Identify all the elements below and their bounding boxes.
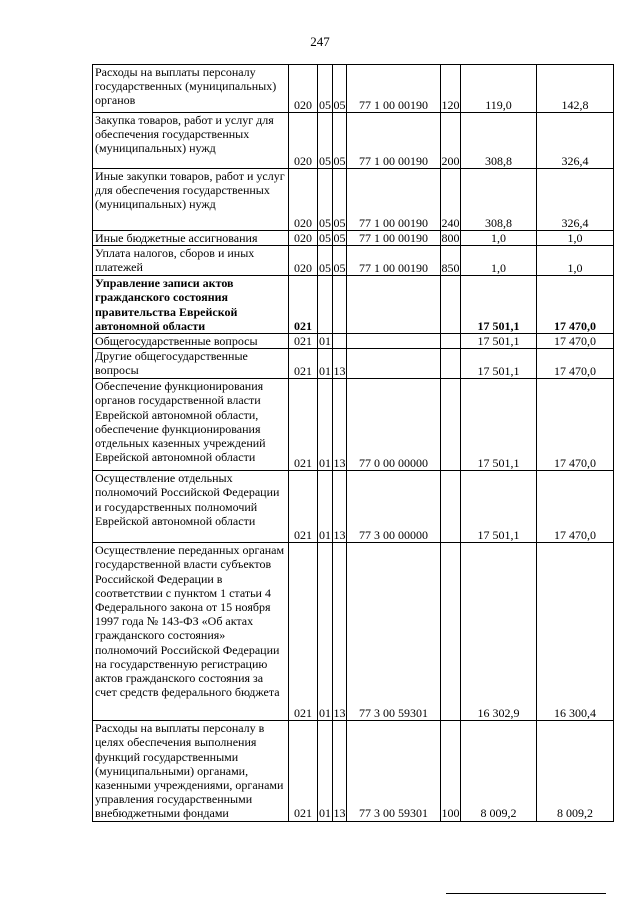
row-section-code: 01 xyxy=(318,349,333,379)
row-target-article: 77 3 00 00000 xyxy=(347,471,441,543)
row-amount-year1: 308,8 xyxy=(461,169,537,231)
table-row xyxy=(93,276,614,334)
row-ved-code: 021 xyxy=(289,334,318,349)
row-target-article xyxy=(347,276,441,334)
row-amount-year1: 308,8 xyxy=(461,113,537,169)
row-name: Обеспечение функционирования органов государственной власти Еврейской автономной области, обеспечение функционирования отдельных казенных учреждений Еврейской автономной области xyxy=(93,379,289,471)
row-amount-year2: 16 300,4 xyxy=(537,543,614,721)
row-amount-year2: 1,0 xyxy=(537,231,614,246)
row-ved-code: 020 xyxy=(289,246,318,276)
row-subsection-code: 05 xyxy=(333,169,347,231)
row-amount-year1: 17 501,1 xyxy=(461,349,537,379)
row-target-article: 77 0 00 00000 xyxy=(347,379,441,471)
table-row xyxy=(93,231,614,246)
row-subsection-code: 05 xyxy=(333,113,347,169)
row-name: Расходы на выплаты персоналу государственных (муниципальных) органов xyxy=(93,65,289,113)
row-expense-type: 120 xyxy=(441,65,461,113)
row-section-code: 05 xyxy=(319,230,331,245)
row-expense-type xyxy=(441,471,461,543)
row-ved-code: 021 xyxy=(289,349,318,379)
row-amount-year2: 8 009,2 xyxy=(537,721,614,821)
row-expense-type: 240 xyxy=(441,169,461,231)
table-row xyxy=(93,334,614,349)
row-section-code: 01 xyxy=(318,471,333,543)
row-ved-code: 020 xyxy=(289,113,318,169)
row-amount-year1: 8 009,2 xyxy=(461,721,537,821)
table-body xyxy=(93,65,614,822)
row-ved-code: 021 xyxy=(289,276,318,334)
row-name: Уплата налогов, сборов и иных платежей xyxy=(93,246,289,276)
row-expense-type: 850 xyxy=(441,246,461,276)
row-ved-code: 021 xyxy=(289,721,318,821)
row-amount-year1: 119,0 xyxy=(461,65,537,113)
row-target-article xyxy=(347,349,441,379)
row-section-code: 05 xyxy=(318,169,333,231)
footer-rule xyxy=(446,893,606,894)
row-name: Иные бюджетные ассигнования xyxy=(93,231,289,246)
table-row xyxy=(93,113,614,169)
row-section-code: 01 xyxy=(319,333,331,348)
row-section-code: 05 xyxy=(318,113,333,169)
row-amount-year1: 17 501,1 xyxy=(461,334,537,349)
row-target-article: 77 3 00 59301 xyxy=(347,543,441,721)
row-expense-type xyxy=(441,543,461,721)
row-section-code: 01 xyxy=(318,721,333,821)
row-amount-year2: 17 470,0 xyxy=(537,276,614,334)
row-amount-year2: 1,0 xyxy=(537,246,614,276)
row-ved-code: 020 xyxy=(289,65,318,113)
row-target-article: 77 3 00 59301 xyxy=(347,721,441,821)
row-amount-year2: 142,8 xyxy=(537,65,614,113)
row-ved-code: 021 xyxy=(289,471,318,543)
row-subsection-code: 05 xyxy=(333,230,346,245)
table-row xyxy=(93,379,614,471)
row-target-article: 77 1 00 00190 xyxy=(347,246,441,276)
row-name: Закупка товаров, работ и услуг для обеспечения государственных (муниципальных) нужд xyxy=(93,113,289,169)
row-amount-year2: 326,4 xyxy=(537,169,614,231)
row-target-article xyxy=(347,334,441,349)
row-name: Иные закупки товаров, работ и услуг для обеспечения государственных (муниципальных) нужд xyxy=(93,169,289,231)
row-amount-year1: 1,0 xyxy=(461,246,537,276)
row-subsection-code: 13 xyxy=(333,471,347,543)
row-expense-type xyxy=(441,334,461,349)
table-row xyxy=(93,721,614,821)
table-row xyxy=(93,471,614,543)
table-row xyxy=(93,169,614,231)
row-subsection-code: 05 xyxy=(333,65,347,113)
row-amount-year1: 1,0 xyxy=(461,231,537,246)
row-amount-year1: 17 501,1 xyxy=(461,471,537,543)
row-name: Управление записи актов гражданского состояния правительства Еврейской автономной области xyxy=(93,276,289,334)
row-subsection-code xyxy=(333,276,347,334)
row-amount-year2: 17 470,0 xyxy=(537,471,614,543)
row-name: Осуществление переданных органам государственной власти субъектов Российской Федерации в соответствии с пунктом 1 статьи 4 Федерального закона от 15 ноября 1997 года № 143-ФЗ «Об актах гражданского состояния» полномочий Российской Федерации на государственную регистрацию актов гражданского состояния за счет средств федерального бюджета xyxy=(93,543,289,721)
row-expense-type: 200 xyxy=(441,113,461,169)
row-section-code: 01 xyxy=(318,379,333,471)
row-name: Общегосударственные вопросы xyxy=(93,334,289,349)
row-ved-code: 020 xyxy=(289,169,318,231)
table-row xyxy=(93,543,614,721)
row-subsection-code: 05 xyxy=(333,246,347,276)
table-row xyxy=(93,349,614,379)
row-name: Другие общегосударственные вопросы xyxy=(93,349,289,379)
row-section-code: 05 xyxy=(318,65,333,113)
row-name: Осуществление отдельных полномочий Российской Федерации и государственных полномочий Еврейской автономной области xyxy=(93,471,289,543)
row-name: Расходы на выплаты персоналу в целях обеспечения выполнения функций государственными (муниципальными) органами, казенными учреждениями, органами управления государственными внебюджетными фондами xyxy=(93,721,289,821)
page-number: 247 xyxy=(310,34,330,49)
row-amount-year1: 16 302,9 xyxy=(461,543,537,721)
row-target-article: 77 1 00 00190 xyxy=(347,113,441,169)
row-target-article: 77 1 00 00190 xyxy=(347,65,441,113)
row-expense-type xyxy=(441,276,461,334)
row-section-code: 05 xyxy=(318,246,333,276)
row-ved-code: 020 xyxy=(289,231,318,246)
row-subsection-code: 13 xyxy=(333,379,347,471)
row-expense-type xyxy=(441,379,461,471)
row-expense-type: 800 xyxy=(441,230,460,245)
row-expense-type: 100 xyxy=(441,721,461,821)
row-target-article: 77 1 00 00190 xyxy=(347,169,441,231)
row-expense-type xyxy=(441,349,461,379)
row-subsection-code: 13 xyxy=(333,721,347,821)
row-amount-year2: 326,4 xyxy=(537,113,614,169)
row-amount-year2: 17 470,0 xyxy=(537,349,614,379)
row-subsection-code: 13 xyxy=(333,349,347,379)
row-amount-year1: 17 501,1 xyxy=(461,276,537,334)
row-section-code xyxy=(318,276,333,334)
row-subsection-code: 13 xyxy=(333,543,347,721)
row-ved-code: 021 xyxy=(289,379,318,471)
table-row xyxy=(93,246,614,276)
budget-table xyxy=(92,64,614,822)
row-amount-year2: 17 470,0 xyxy=(537,334,614,349)
row-target-article: 77 1 00 00190 xyxy=(347,231,441,246)
row-amount-year1: 17 501,1 xyxy=(461,379,537,471)
row-ved-code: 021 xyxy=(289,543,318,721)
table-row xyxy=(93,65,614,113)
row-section-code: 01 xyxy=(318,543,333,721)
row-amount-year2: 17 470,0 xyxy=(537,379,614,471)
row-subsection-code xyxy=(333,334,347,349)
